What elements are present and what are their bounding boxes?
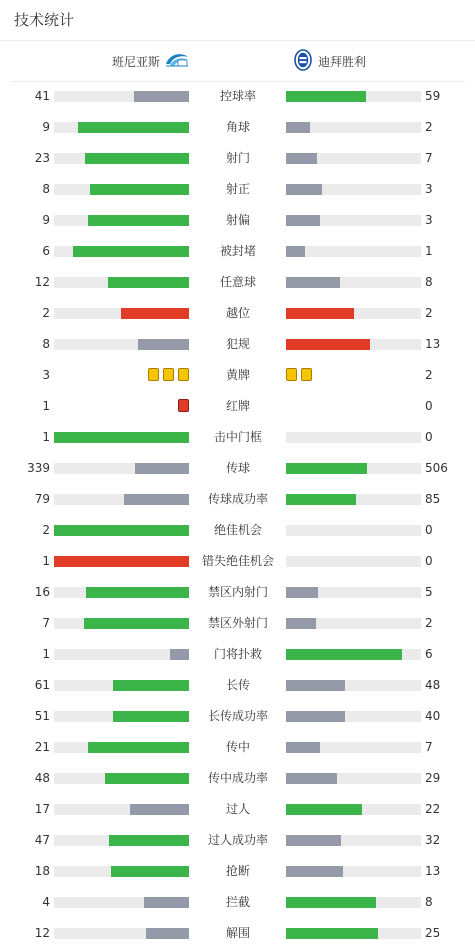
home-stat-bar-fill — [84, 618, 189, 629]
stat-label: 传球 — [225, 461, 250, 475]
stat-label: 控球率 — [219, 89, 256, 103]
home-stat-bar-fill — [109, 835, 189, 846]
stat-label: 抢断 — [225, 864, 250, 878]
stat-label: 红牌 — [225, 399, 250, 413]
away-stat-value: 13 — [425, 337, 441, 351]
away-stat-value: 7 — [425, 740, 433, 754]
away-stat-bar — [286, 649, 421, 660]
away-stat-value: 32 — [425, 833, 441, 847]
home-stat-bar-fill — [54, 432, 189, 443]
stat-row — [0, 205, 475, 236]
away-stat-bar — [286, 835, 421, 846]
away-stat-bar-fill — [286, 91, 366, 102]
home-stat-value: 2 — [42, 306, 50, 320]
yellow-card-icon — [301, 368, 312, 381]
away-stat-bar-fill — [286, 339, 370, 350]
away-stat-bar-fill — [286, 618, 316, 629]
stat-row — [0, 825, 475, 856]
home-stat-bar-fill — [124, 494, 189, 505]
away-stat-bar — [286, 494, 421, 505]
away-stat-value: 22 — [425, 802, 441, 816]
home-stat-bar — [54, 804, 189, 815]
stat-label: 禁区外射门 — [207, 616, 268, 630]
home-stat-bar-fill — [90, 184, 189, 195]
stat-label: 过人 — [225, 802, 250, 816]
away-stat-bar-fill — [286, 928, 378, 939]
away-stat-bar-fill — [286, 308, 354, 319]
stat-label: 越位 — [225, 306, 250, 320]
home-stat-value: 6 — [42, 244, 50, 258]
home-stat-bar — [54, 432, 189, 443]
home-stat-bar-fill — [113, 680, 189, 691]
home-stat-bar-fill — [108, 277, 189, 288]
away-stat-value: 0 — [425, 523, 433, 537]
away-stat-bar — [286, 246, 421, 257]
home-stat-bar-fill — [111, 866, 189, 877]
stat-row — [0, 701, 475, 732]
home-stat-bar-fill — [85, 153, 189, 164]
stat-label: 传中 — [225, 740, 250, 754]
away-stat-bar-fill — [286, 866, 343, 877]
stat-row — [0, 143, 475, 174]
away-stat-bar — [286, 463, 421, 474]
home-cards — [148, 368, 189, 382]
home-stat-bar-fill — [170, 649, 189, 660]
away-stat-value: 0 — [425, 554, 433, 568]
home-stat-bar — [54, 122, 189, 133]
home-stat-bar — [54, 494, 189, 505]
yellow-card-icon — [178, 368, 189, 381]
home-stat-bar-fill — [138, 339, 189, 350]
home-stat-bar — [54, 928, 189, 939]
away-stat-bar — [286, 866, 421, 877]
stat-label: 长传 — [225, 678, 250, 692]
home-team-name: 班尼亚斯 — [111, 54, 160, 69]
home-stat-value: 9 — [42, 213, 50, 227]
home-stat-bar — [54, 463, 189, 474]
stat-row — [0, 732, 475, 763]
home-stat-bar — [54, 184, 189, 195]
stat-row — [0, 81, 475, 112]
home-stat-value: 3 — [42, 368, 50, 382]
home-stat-bar-fill — [130, 804, 189, 815]
away-stat-bar — [286, 618, 421, 629]
yellow-card-icon — [286, 368, 297, 381]
away-stat-bar — [286, 339, 421, 350]
home-stat-bar-fill — [54, 525, 189, 536]
stat-label: 犯规 — [225, 337, 250, 351]
away-stat-bar-fill — [286, 494, 356, 505]
away-stat-value: 1 — [425, 244, 433, 258]
stat-label: 任意球 — [219, 275, 256, 289]
home-stat-bar-fill — [134, 91, 189, 102]
home-stat-bar-fill — [121, 308, 189, 319]
home-stat-bar-fill — [135, 463, 189, 474]
home-stat-bar — [54, 215, 189, 226]
page-title: 技术统计 — [14, 11, 75, 29]
away-stat-bar — [286, 773, 421, 784]
away-stat-value: 2 — [425, 368, 433, 382]
away-stat-value: 0 — [425, 399, 433, 413]
stat-row — [0, 298, 475, 329]
home-stat-value: 2 — [42, 523, 50, 537]
home-stat-bar — [54, 277, 189, 288]
away-stat-bar-fill — [286, 680, 345, 691]
away-stat-value: 25 — [425, 926, 441, 940]
home-stat-bar — [54, 649, 189, 660]
stat-row — [0, 453, 475, 484]
away-stat-bar — [286, 432, 421, 443]
away-stat-bar-fill — [286, 215, 320, 226]
away-stat-bar — [286, 277, 421, 288]
home-stat-bar — [54, 680, 189, 691]
away-stat-bar — [286, 928, 421, 939]
home-stat-bar — [54, 835, 189, 846]
away-stat-bar — [286, 308, 421, 319]
home-stat-value: 41 — [34, 89, 50, 103]
away-stat-bar-fill — [286, 773, 337, 784]
away-stat-bar-fill — [286, 277, 340, 288]
stat-label: 禁区内射门 — [207, 585, 268, 599]
home-stat-bar-fill — [86, 587, 189, 598]
stat-label: 被封堵 — [219, 244, 256, 258]
stat-label: 黄牌 — [225, 368, 250, 382]
home-stat-value: 17 — [34, 802, 50, 816]
stat-row — [0, 918, 475, 949]
away-stat-value: 0 — [425, 430, 433, 444]
home-stat-value: 51 — [34, 709, 50, 723]
away-stat-bar-fill — [286, 897, 376, 908]
red-card-icon — [178, 399, 189, 412]
away-stat-bar — [286, 587, 421, 598]
stat-label: 绝佳机会 — [213, 523, 262, 537]
away-stat-bar — [286, 680, 421, 691]
away-stat-bar — [286, 711, 421, 722]
home-stat-value: 61 — [34, 678, 50, 692]
home-stat-bar — [54, 556, 189, 567]
stat-label: 角球 — [225, 120, 250, 134]
away-stat-value: 2 — [425, 120, 433, 134]
away-stat-bar — [286, 122, 421, 133]
home-cards — [178, 399, 189, 413]
home-stat-bar-fill — [146, 928, 189, 939]
away-stat-value: 6 — [425, 647, 433, 661]
away-stat-bar — [286, 897, 421, 908]
stat-row — [0, 391, 475, 422]
home-stat-bar-fill — [88, 742, 189, 753]
away-stat-value: 59 — [425, 89, 441, 103]
stat-row — [0, 887, 475, 918]
stat-label: 门将扑救 — [213, 647, 262, 661]
away-stat-value: 13 — [425, 864, 441, 878]
away-stat-bar-fill — [286, 711, 345, 722]
stat-row — [0, 670, 475, 701]
stat-row — [0, 856, 475, 887]
stat-label: 过人成功率 — [207, 833, 268, 847]
home-stat-value: 1 — [42, 554, 50, 568]
away-stat-value: 85 — [425, 492, 441, 506]
away-stat-bar — [286, 215, 421, 226]
home-stat-bar — [54, 153, 189, 164]
away-stat-value: 5 — [425, 585, 433, 599]
home-stat-value: 12 — [34, 275, 50, 289]
away-stat-bar — [286, 742, 421, 753]
away-stat-bar — [286, 556, 421, 567]
home-stat-value: 48 — [34, 771, 50, 785]
away-stat-value: 40 — [425, 709, 441, 723]
home-stat-bar-fill — [113, 711, 189, 722]
home-stat-value: 47 — [34, 833, 50, 847]
away-stat-bar-fill — [286, 463, 367, 474]
home-stat-value: 8 — [42, 337, 50, 351]
home-stat-value: 339 — [27, 461, 50, 475]
away-stat-bar-fill — [286, 742, 320, 753]
home-stat-value: 12 — [34, 926, 50, 940]
away-stat-bar-fill — [286, 835, 341, 846]
away-stat-value: 3 — [425, 213, 433, 227]
stat-label: 拦截 — [225, 895, 250, 909]
away-cards — [286, 368, 312, 382]
stat-row — [0, 577, 475, 608]
stat-row — [0, 360, 475, 391]
home-stat-bar-fill — [105, 773, 189, 784]
away-stat-value: 8 — [425, 275, 433, 289]
stat-row — [0, 174, 475, 205]
home-stat-value: 7 — [42, 616, 50, 630]
home-stat-bar-fill — [144, 897, 189, 908]
stat-row — [0, 236, 475, 267]
stat-row — [0, 546, 475, 577]
home-stat-value: 79 — [34, 492, 50, 506]
home-stat-bar — [54, 773, 189, 784]
stat-label: 错失绝佳机会 — [201, 554, 274, 568]
home-stat-value: 1 — [42, 647, 50, 661]
home-stat-value: 21 — [34, 740, 50, 754]
home-stat-bar — [54, 339, 189, 350]
stat-row — [0, 422, 475, 453]
home-stat-value: 16 — [34, 585, 50, 599]
stat-label: 击中门框 — [213, 430, 262, 444]
stat-row — [0, 484, 475, 515]
home-stat-value: 8 — [42, 182, 50, 196]
away-stat-value: 3 — [425, 182, 433, 196]
away-stat-bar — [286, 525, 421, 536]
away-stat-bar — [286, 804, 421, 815]
stat-row — [0, 112, 475, 143]
home-stat-value: 4 — [42, 895, 50, 909]
away-stat-bar — [286, 153, 421, 164]
stat-label: 长传成功率 — [207, 709, 268, 723]
home-stat-value: 1 — [42, 399, 50, 413]
stat-label: 射正 — [225, 182, 250, 196]
stat-row — [0, 515, 475, 546]
stat-row — [0, 794, 475, 825]
home-stat-bar — [54, 91, 189, 102]
away-team-name: 迪拜胜利 — [318, 54, 367, 69]
away-stat-value: 7 — [425, 151, 433, 165]
away-stat-value: 506 — [425, 461, 448, 475]
away-stat-value: 2 — [425, 306, 433, 320]
home-stat-value: 18 — [34, 864, 50, 878]
stat-row — [0, 329, 475, 360]
home-stat-bar — [54, 587, 189, 598]
stat-label: 射偏 — [225, 213, 250, 227]
home-stat-bar — [54, 618, 189, 629]
home-stat-value: 1 — [42, 430, 50, 444]
home-stat-bar-fill — [54, 556, 189, 567]
home-stat-bar — [54, 308, 189, 319]
home-stat-bar — [54, 711, 189, 722]
stat-row — [0, 608, 475, 639]
stat-label: 射门 — [225, 151, 250, 165]
home-stat-bar-fill — [73, 246, 189, 257]
home-stat-bar — [54, 866, 189, 877]
away-stat-bar-fill — [286, 587, 318, 598]
home-stat-bar — [54, 525, 189, 536]
home-stat-bar — [54, 897, 189, 908]
yellow-card-icon — [163, 368, 174, 381]
home-stat-value: 23 — [34, 151, 50, 165]
away-stat-value: 48 — [425, 678, 441, 692]
stat-label: 传中成功率 — [207, 771, 268, 785]
away-stat-bar-fill — [286, 122, 310, 133]
away-stat-bar — [286, 184, 421, 195]
home-stat-bar — [54, 246, 189, 257]
away-stat-bar-fill — [286, 184, 322, 195]
home-stat-value: 9 — [42, 120, 50, 134]
away-stat-value: 29 — [425, 771, 441, 785]
away-stat-bar — [286, 91, 421, 102]
away-stat-value: 8 — [425, 895, 433, 909]
away-stat-bar-fill — [286, 649, 402, 660]
home-stat-bar-fill — [78, 122, 189, 133]
home-stat-bar — [54, 742, 189, 753]
stat-row — [0, 267, 475, 298]
away-stat-bar-fill — [286, 804, 362, 815]
away-stat-value: 2 — [425, 616, 433, 630]
away-stat-bar-fill — [286, 153, 317, 164]
stat-row — [0, 639, 475, 670]
yellow-card-icon — [148, 368, 159, 381]
stat-label: 解围 — [225, 926, 250, 940]
stat-label: 传球成功率 — [207, 492, 268, 506]
home-stat-bar-fill — [88, 215, 189, 226]
away-stat-bar-fill — [286, 246, 305, 257]
stat-row — [0, 763, 475, 794]
